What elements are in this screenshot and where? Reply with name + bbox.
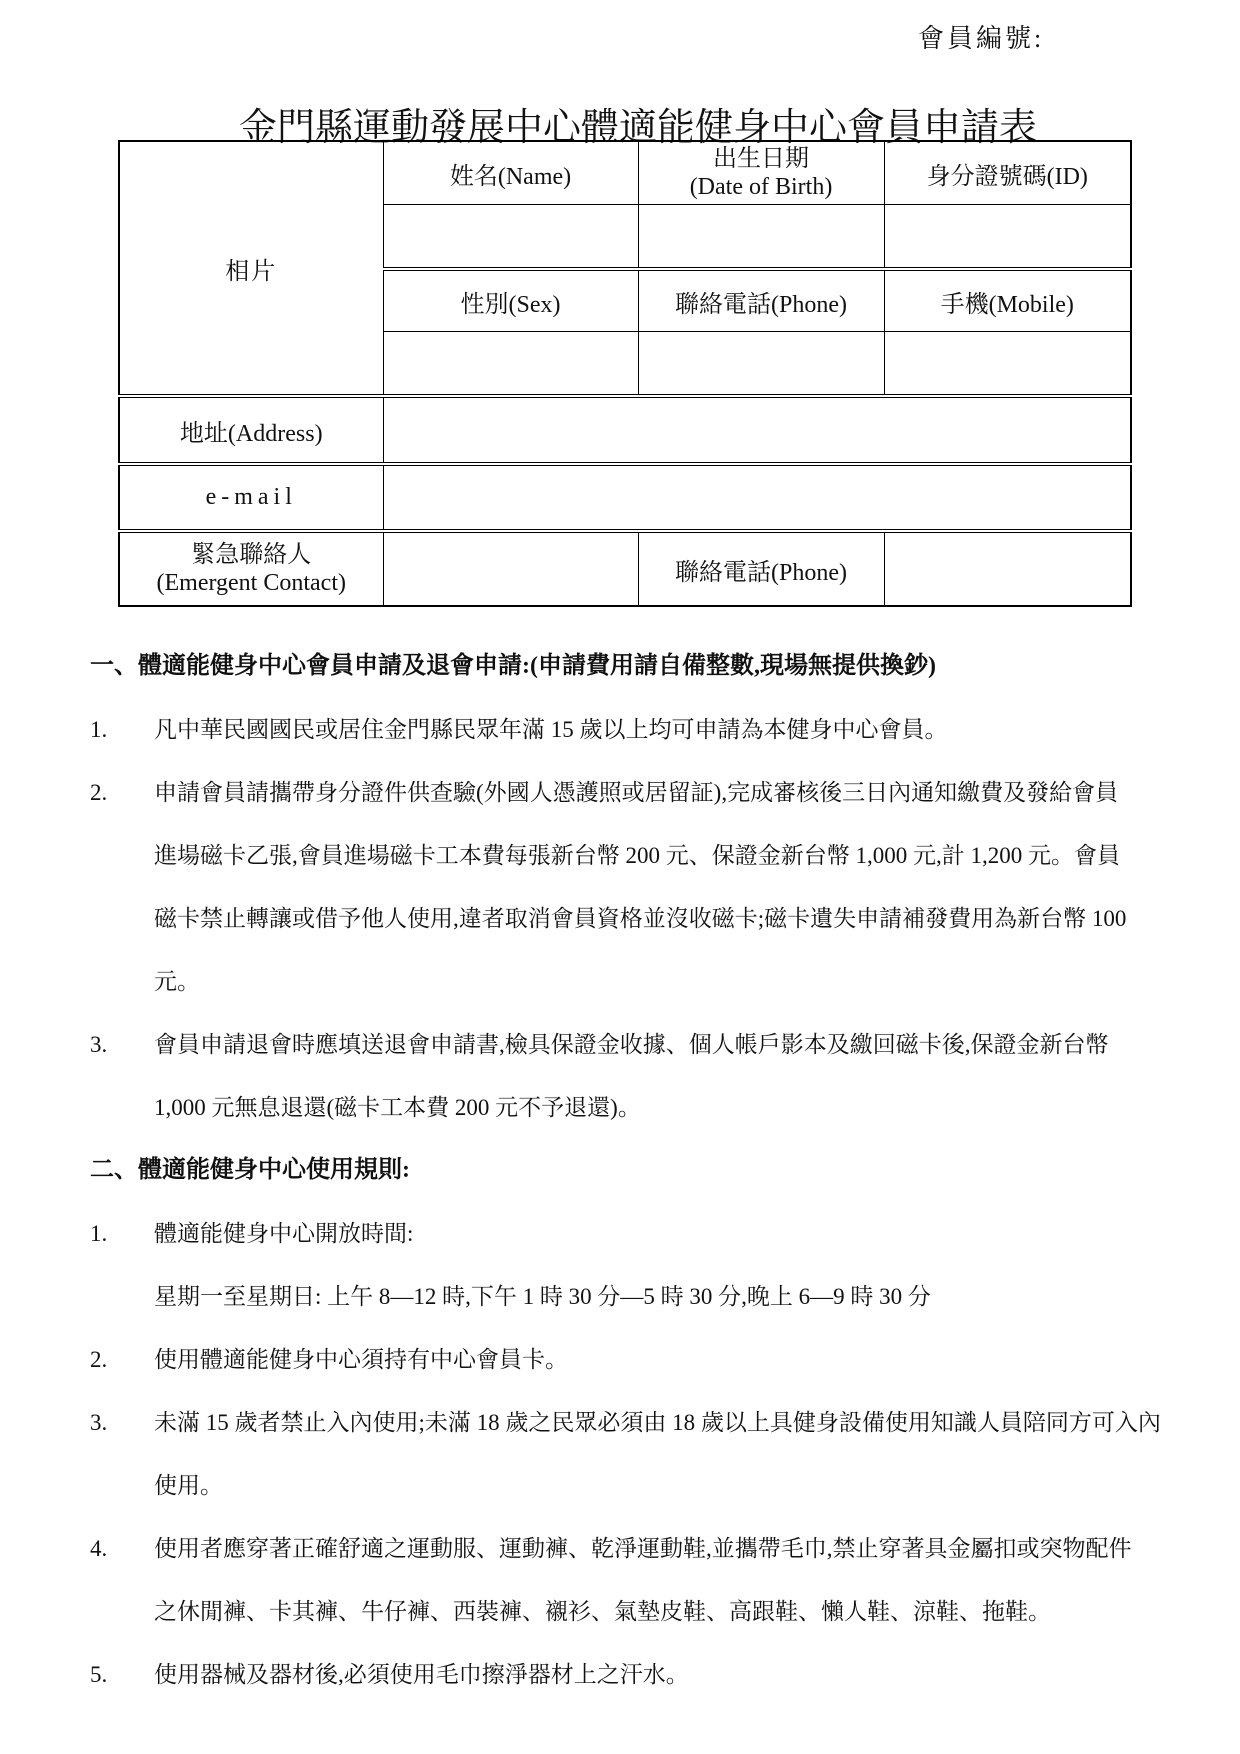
dob-input-cell — [638, 205, 884, 270]
id-input-cell — [884, 205, 1131, 270]
rule-line: 元。 — [154, 969, 200, 994]
member-number-label: 會員編號: — [918, 24, 1045, 53]
phone-input-cell — [638, 332, 884, 397]
rule-line: 體適能健身中心開放時間: — [154, 1221, 414, 1246]
rule-line: 1,000 元無息退還(磁卡工本費 200 元不予退還)。 — [154, 1095, 641, 1120]
rule-line: 使用體適能健身中心須持有中心會員卡。 — [154, 1347, 568, 1372]
member-info-table — [118, 140, 1132, 607]
name-input-cell — [383, 205, 638, 270]
dob-header-zh: 出生日期 — [713, 145, 809, 172]
rule-line: 進場磁卡乙張,會員進場磁卡工本費每張新台幣 200 元、保證金新台幣 1,000 元,計 1,200 元。會員 — [154, 843, 1120, 868]
sex-header-cell: 性別(Sex) — [383, 269, 638, 332]
rule-line: 使用。 — [154, 1473, 223, 1498]
rule-line: 星期一至星期日: 上午 8—12 時,下午 1 時 30 分—5 時 30 分,晚上 6—9 時 30 分 — [154, 1284, 931, 1309]
rule-line: 未滿 15 歲者禁止入內使用;未滿 18 歲之民眾必須由 18 歲以上具健身設備使用知識人員陪同方可入內 — [154, 1410, 1161, 1435]
emergency-contact-label-zh: 緊急聯絡人 — [191, 541, 312, 568]
email-input-cell — [383, 464, 1131, 531]
name-header-cell: 姓名(Name) — [383, 141, 638, 205]
rule-line: 使用者應穿著正確舒適之運動服、運動褲、乾淨運動鞋,並攜帶毛巾,禁止穿著具金屬扣或突物配件 — [154, 1536, 1132, 1561]
email-label-cell: e-mail — [119, 464, 383, 531]
rule-item-number: 2. — [90, 1347, 108, 1372]
emergency-contact-label-cell — [119, 531, 383, 606]
dob-header-en: (Date of Birth) — [689, 174, 833, 200]
dob-header-cell — [638, 141, 884, 205]
rule-item-1-2 — [90, 761, 1160, 1013]
id-header-cell: 身分證號碼(ID) — [884, 141, 1131, 205]
rule-line: 之休閒褲、卡其褲、牛仔褲、西裝褲、襯衫、氣墊皮鞋、高跟鞋、懶人鞋、涼鞋、拖鞋。 — [154, 1599, 1051, 1624]
rule-item-number: 4. — [90, 1536, 108, 1561]
rule-item-2-2 — [90, 1328, 1160, 1391]
rule-line: 使用器械及器材後,必須使用毛巾擦淨器材上之汗水。 — [154, 1662, 689, 1687]
mobile-input-cell — [884, 332, 1131, 397]
address-input-cell — [383, 396, 1131, 464]
emergency-name-input-cell — [383, 531, 638, 606]
rule-item-2-1 — [90, 1202, 1160, 1328]
emergency-phone-label-cell: 聯絡電話(Phone) — [638, 531, 884, 606]
phone-header-cell: 聯絡電話(Phone) — [638, 269, 884, 332]
section-1-heading: 一、體適能健身中心會員申請及退會申請:(申請費用請自備整數,現場無提供換鈔) — [90, 653, 936, 679]
rule-item-number: 1. — [90, 717, 108, 742]
mobile-header-cell: 手機(Mobile) — [884, 269, 1131, 332]
photo-cell: 相片 — [119, 141, 383, 396]
form-title: 金門縣運動發展中心體適能健身中心會員申請表 — [238, 107, 1037, 149]
rule-item-number: 3. — [90, 1032, 108, 1057]
rule-item-2-5 — [90, 1643, 1160, 1706]
rule-item-number: 3. — [90, 1410, 108, 1435]
rule-line: 凡中華民國國民或居住金門縣民眾年滿 15 歲以上均可申請為本健身中心會員。 — [154, 717, 948, 742]
rule-item-2-4 — [90, 1517, 1160, 1643]
emergency-contact-label-en: (Emergent Contact) — [156, 570, 346, 596]
rule-item-1-3 — [90, 1013, 1160, 1139]
rule-item-2-3 — [90, 1391, 1160, 1517]
rule-item-number: 5. — [90, 1662, 108, 1687]
rule-item-number: 1. — [90, 1221, 108, 1246]
rules-text-block — [90, 635, 1160, 1706]
address-label-cell: 地址(Address) — [119, 396, 383, 464]
rule-line: 會員申請退會時應填送退會申請書,檢具保證金收據、個人帳戶影本及繳回磁卡後,保證金新台幣 — [154, 1032, 1109, 1057]
sex-input-cell — [383, 332, 638, 397]
rule-item-number: 2. — [90, 780, 108, 805]
section-2-heading: 二、體適能健身中心使用規則: — [90, 1157, 410, 1183]
rule-item-1-1 — [90, 698, 1160, 761]
rule-line: 磁卡禁止轉讓或借予他人使用,違者取消會員資格並沒收磁卡;磁卡遺失申請補發費用為新台幣 100 — [154, 906, 1127, 931]
emergency-phone-input-cell — [884, 531, 1131, 606]
rule-line: 申請會員請攜帶身分證件供查驗(外國人憑護照或居留証),完成審核後三日內通知繳費及發給會員 — [154, 780, 1119, 805]
